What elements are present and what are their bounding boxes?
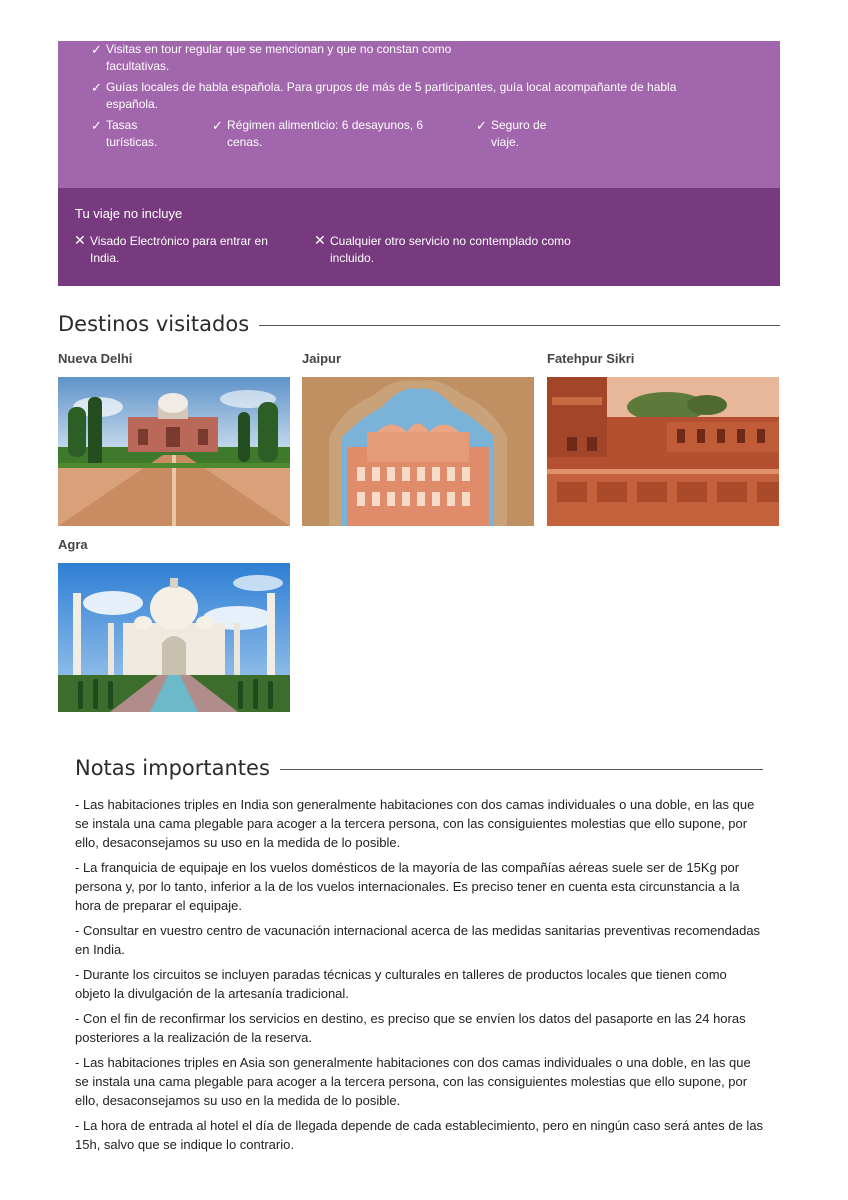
cross-icon: ✕: [314, 232, 326, 248]
destination-name: Fatehpur Sikri: [547, 351, 635, 366]
hawa-mahal-photo: [302, 377, 534, 526]
check-icon: ✓: [91, 118, 102, 133]
included-item: ✓ Visitas en tour regular que se mencionan y que no constan como facultativas.: [91, 42, 452, 73]
notes-list: [75, 795, 765, 1160]
cross-icon: ✕: [74, 232, 86, 248]
destination-name: Nueva Delhi: [58, 351, 133, 366]
check-icon: ✓: [91, 42, 102, 57]
title-divider: [259, 325, 780, 326]
title-divider: [280, 769, 763, 770]
destinations-section-title: Destinos visitados: [58, 312, 780, 336]
destination-card: [547, 351, 779, 526]
excludes-panel: [58, 188, 780, 286]
includes-panel: [58, 41, 780, 188]
humayun-tomb-photo: [58, 377, 290, 526]
notes-section-title: Notas importantes: [75, 756, 763, 780]
destination-card: [58, 351, 290, 526]
excluded-item: ✕ Cualquier otro servicio no contemplado como incluido.: [314, 232, 571, 265]
fatehpur-sikri-photo: [547, 377, 779, 526]
note-item: - La franquicia de equipaje en los vuelos domésticos de la mayoría de las compañías aéreas suele ser de 15Kg por persona y, por lo tanto, inferior a la de los vuelos internacionales. Es preciso tener en cuenta esta circunstancia a la hora de preparar el equipaje.: [75, 860, 740, 913]
note-item: - Consultar en vuestro centro de vacunación internacional acerca de las medidas sanitarias preventivas recomendadas en India.: [75, 923, 761, 957]
note-item: - Durante los circuitos se incluyen paradas técnicas y culturales en talleres de productos locales que tienen como objeto la divulgación de la artesanía tradicional.: [75, 967, 727, 1001]
note-item: - Con el fin de reconfirmar los servicios en destino, es preciso que se envíen los datos del pasaporte en las 24 horas posteriores a la realización de la reserva.: [75, 1011, 746, 1045]
taj-mahal-photo: [58, 563, 290, 712]
check-icon: ✓: [476, 118, 487, 133]
excluded-item: ✕ Visado Electrónico para entrar en India.: [74, 232, 268, 265]
included-item: ✓ Tasas turísticas.: [91, 118, 158, 149]
note-item: - Las habitaciones triples en India son generalmente habitaciones con dos camas individuales o una doble, en las que se instala una cama plegable para acoger a la tercera persona, con las consiguientes molestias que ello supone, por ello, desaconsejamos su uso en la medida de lo posible.: [75, 797, 755, 850]
destination-name: Jaipur: [302, 351, 342, 366]
included-item: ✓ Régimen alimenticio: 6 desayunos, 6 cenas.: [212, 118, 424, 149]
included-item: ✓ Seguro de viaje.: [476, 118, 547, 149]
destination-card: [58, 537, 290, 712]
included-item: ✓ Guías locales de habla española. Para grupos de más de 5 participantes, guía local acompañante de habla española.: [91, 80, 677, 111]
excludes-heading: Tu viaje no incluye: [75, 206, 183, 221]
destination-card: [302, 351, 534, 526]
note-item: - La hora de entrada al hotel el día de llegada depende de cada establecimiento, pero en ningún caso será antes de las 15h, salvo que se indique lo contrario.: [75, 1118, 764, 1152]
check-icon: ✓: [212, 118, 223, 133]
destination-name: Agra: [58, 537, 88, 552]
check-icon: ✓: [91, 80, 102, 95]
note-item: - Las habitaciones triples en Asia son generalmente habitaciones con dos camas individuales o una doble, en las que se instala una cama plegable para acoger a la tercera persona, con las consiguientes molestias que ello supone, por ello, desaconsejamos su uso en la medida de lo posible.: [75, 1055, 751, 1108]
